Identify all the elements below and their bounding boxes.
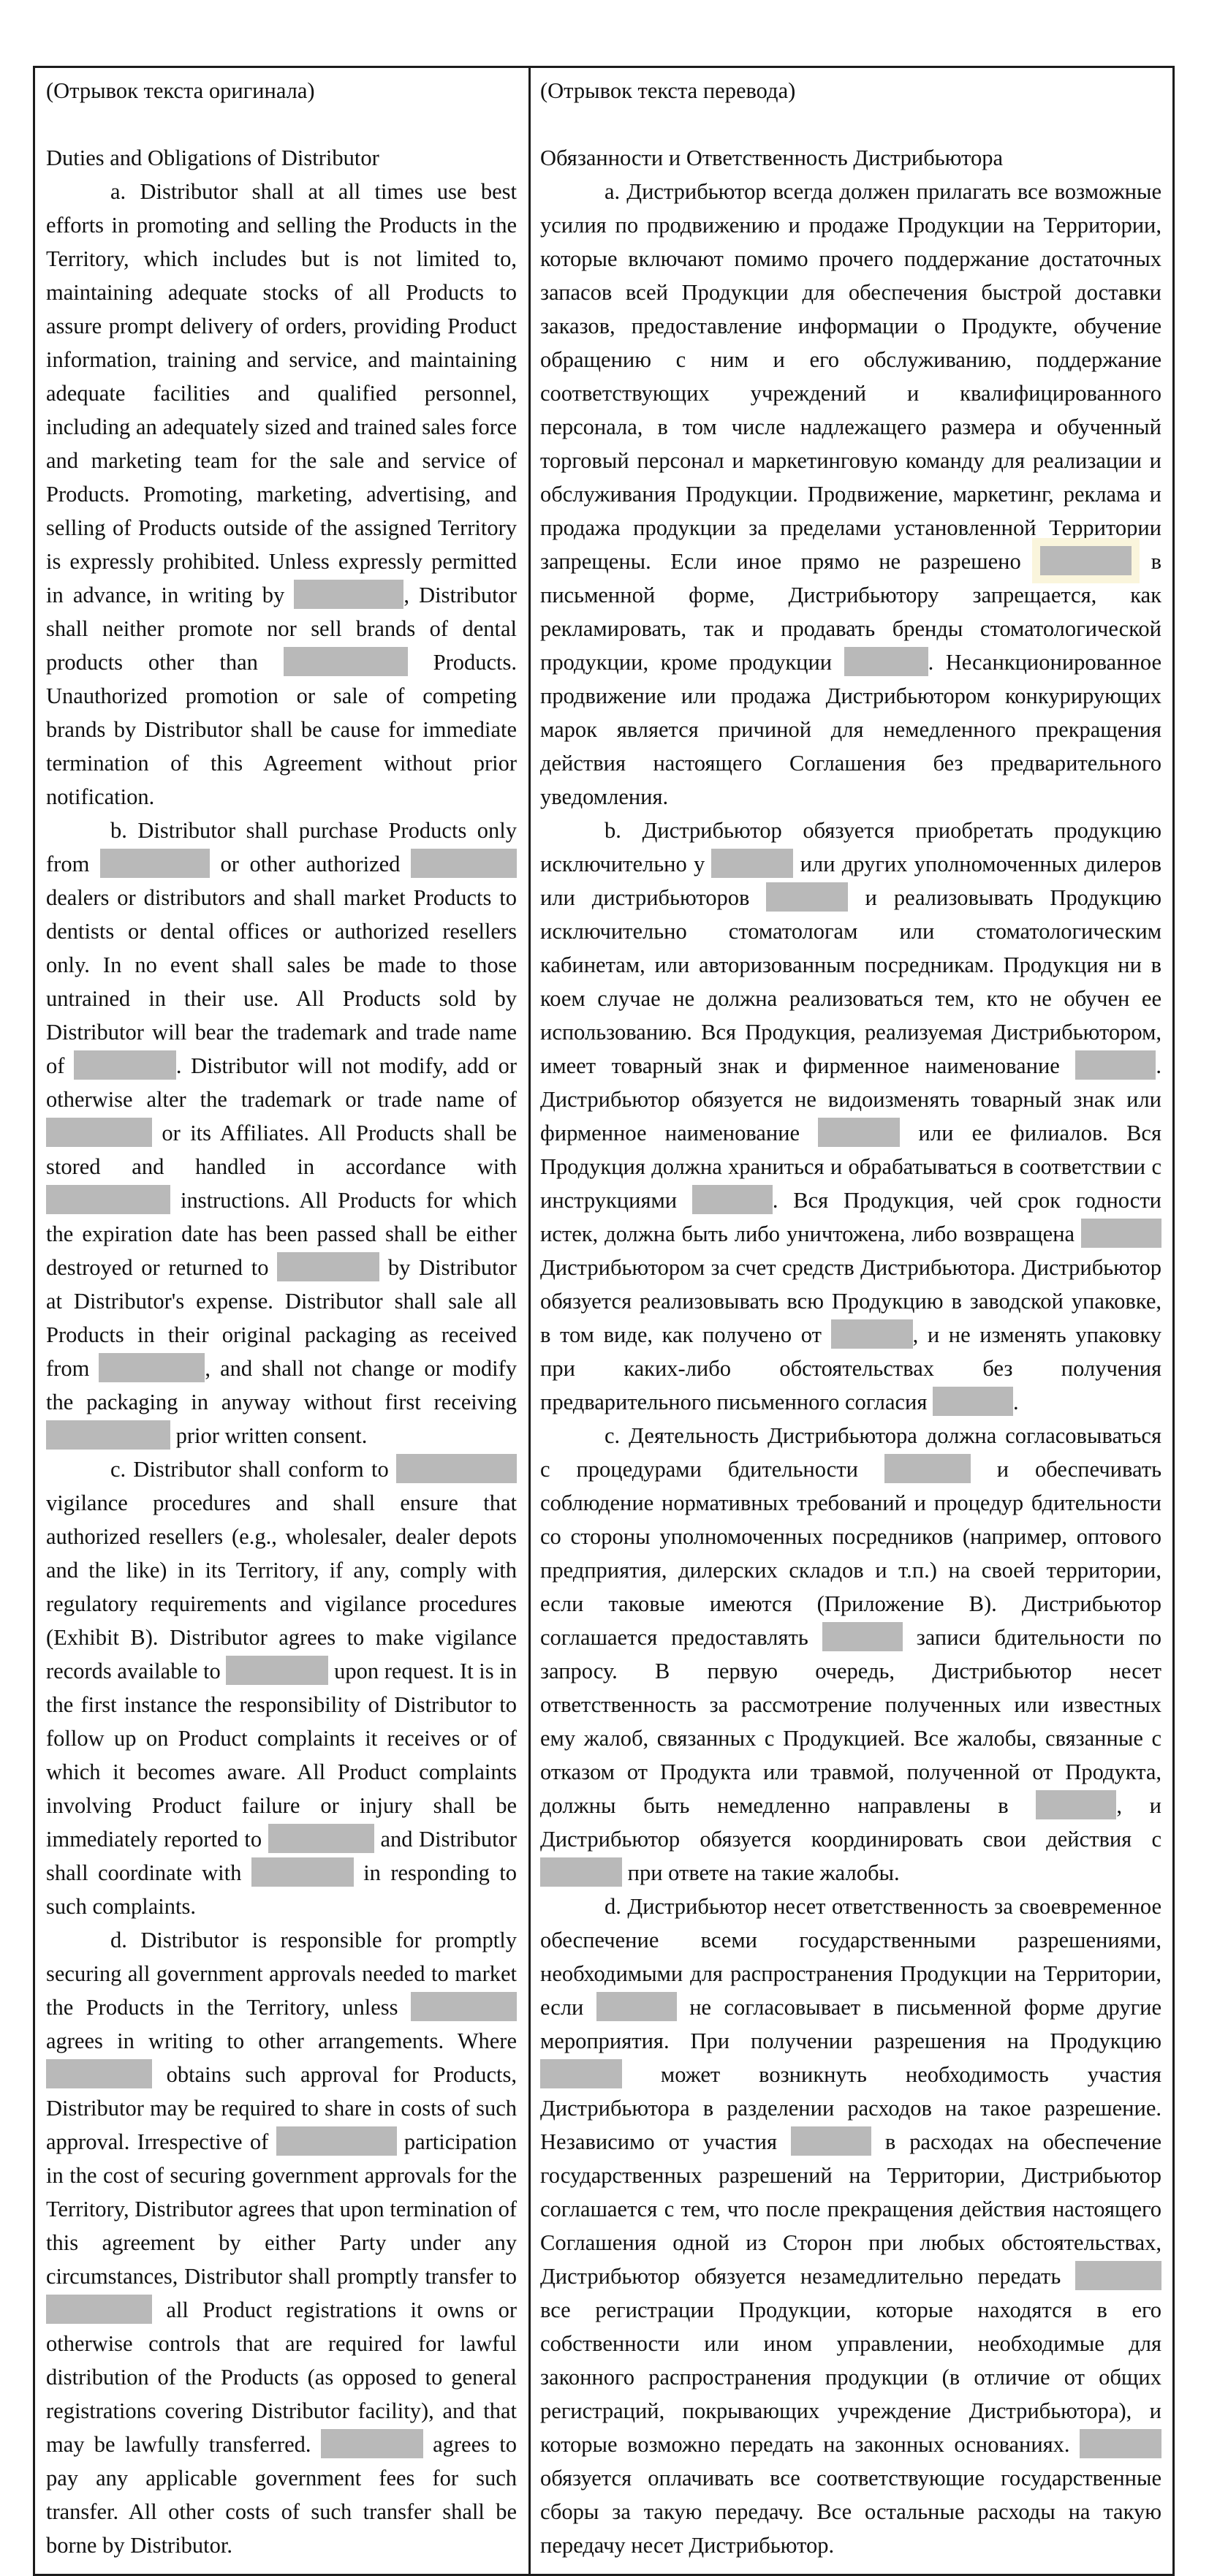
redaction-box (46, 2059, 152, 2088)
paragraph-c-translation: c. Деятельность Дистрибьютора должна согласовываться с процедурами бдительности и обеспечивать соблюдение нормативных требований и процедур бдительности со стороны уполномоченных посредников (например, оптового предприятия, дилерских складов и т.п.) на своей территории, если таковые имеются (Приложение В). Дистрибьютор соглашается предоставлять записи бдительности по запросу. В первую очередь, Дистрибьютор несет ответственность за рассмотрение полученных или известных ему жалоб, связанных с Продукцией. Все жалобы, связанные с отказом от Продукта или травмой, полученной от Продукта, должны быть немедленно направлены в , и Дистрибьютор обязуется координировать свои действия с при ответе на такие жалобы. (540, 1423, 1161, 1885)
redaction-box (1075, 2261, 1161, 2290)
redaction-box (277, 1252, 379, 1281)
redaction-box (411, 1992, 517, 2021)
redaction-box (766, 882, 848, 912)
translation-text-column (531, 68, 1172, 2574)
redaction-box (46, 1420, 170, 1450)
redaction-box (411, 849, 517, 878)
redaction-box (884, 1454, 971, 1483)
redaction-box (1081, 1219, 1161, 1248)
redaction-box (596, 1992, 677, 2021)
redaction-box (692, 1185, 773, 1214)
translation-section-title: Обязанности и Ответственность Дистрибьютора (540, 145, 1004, 170)
redaction-box (844, 647, 928, 676)
paragraph-b-original: b. Distributor shall purchase Products only from or other authorized dealers or distributors and shall market Products to dentists or dental offices or authorized resellers only. In no event shall sales be made to those untrained in their use. All Products sold by Distributor will bear the trademark and trade name of . Distributor will not modify, add or otherwise alter the trademark or trade name of or its Affiliates. All Products shall be stored and handled in accordance with instructions. All Products for which the expiration date has been passed shall be either destroyed or returned to by Distributor at Distributor's expense. Distributor shall sale all Products in their original packaging as received from , and shall not change or modify the packaging in anyway without first receiving prior written consent. (46, 818, 517, 1448)
redaction-box (1075, 1050, 1156, 1080)
paragraph-c-original: c. Distributor shall conform to vigilance procedures and shall ensure that authorized resellers (e.g., wholesaler, dealer depots and the like) in its Territory, if any, comply with regulatory requirements and vigilance procedures (Exhibit B). Distributor agrees to make vigilance records available to upon request. It is in the first instance the responsibility of Distributor to follow up on Product complaints it receives or of which it becomes aware. All Product complaints involving Product failure or injury shall be immediately reported to and Distributor shall coordinate with in responding to such complaints. (46, 1452, 517, 1923)
redaction-box (540, 2059, 622, 2088)
paragraph-d-original: d. Distributor is responsible for promptly securing all government approvals needed to market the Products in the Territory, unless agrees in writing to other arrangements. Where obtains such approval for Products, Distributor may be required to share in costs of such approval. Irrespective of participation in the cost of securing government approvals for the Territory, Distributor agrees that upon termination of this agreement by either Party under any circumstances, Distributor shall promptly transfer to all Product registrations it owns or otherwise controls that are required for lawful distribution of the Products (as opposed to general registrations covering Distributor facility), and that may be lawfully transferred. agrees to pay any applicable government fees for such transfer. All other costs of such transfer shall be borne by Distributor. (46, 1928, 517, 2558)
paragraph-a-translation: a. Дистрибьютор всегда должен прилагать все возможные усилия по продвижению и продаже Продукции на Территории, которые включают помимо прочего поддержание достаточных запасов всей Продукции для обеспечения быстрой доставки заказов, предоставление информации о Продукте, обучение обращению с ним и его обслуживанию, поддержание соответствующих учреждений и квалифицированного персонала, в том числе надлежащего размера и обученный торговый персонал и маркетинговую команду для реализации и обслуживания Продукции. Продвижение, маркетинг, реклама и продажа продукции за пределами установленной Территории запрещены. Если иное прямо не разрешено в письменной форме, Дистрибьютору запрещается, как рекламировать, так и продавать бренды стоматологической продукции, кроме продукции . Несанкционированное продвижение или продажа Дистрибьютором конкурирующих марок является причиной для немедленного прекращения действия настоящего Соглашения без предварительного уведомления. (540, 179, 1161, 809)
redaction-box (711, 849, 793, 878)
redaction-box (251, 1857, 354, 1887)
redaction-box (46, 1118, 152, 1147)
redaction-box (100, 849, 210, 878)
redaction-box (540, 1857, 622, 1887)
redaction-box (294, 580, 403, 609)
original-section-title: Duties and Obligations of Distributor (46, 145, 379, 170)
redaction-box (1080, 2429, 1161, 2458)
redaction-box (791, 2126, 871, 2156)
original-column-header: (Отрывок текста оригинала) (46, 78, 315, 103)
redaction-box (822, 1622, 903, 1651)
redaction-box (46, 2295, 152, 2324)
redaction-box (321, 2429, 423, 2458)
translation-column-header: (Отрывок текста перевода) (540, 78, 796, 103)
redaction-box (46, 1185, 170, 1214)
redaction-box (818, 1118, 900, 1147)
redaction-box (831, 1319, 913, 1349)
paragraph-a-original: a. Distributor shall at all times use best efforts in promoting and selling the Products in the Territory, which includes but is not limited to, maintaining adequate stocks of all Products to assure prompt delivery of orders, providing Product information, training and service, and maintaining adequate facilities and qualified personnel, including an adequately sized and trained sales force and marketing team for the sale and service of Products. Promoting, marketing, advertising, and selling of Products outside of the assigned Territory is expressly prohibited. Unless expressly permitted in advance, in writing by , Distributor shall neither promote nor sell brands of dental products other than Products. Unauthorized promotion or sale of competing brands by Distributor shall be cause for immediate termination of this Agreement without prior notification. (46, 179, 518, 809)
translation-comparison-table (33, 66, 1175, 2576)
redaction-box (276, 2126, 397, 2156)
paragraph-b-translation: b. Дистрибьютор обязуется приобретать продукцию исключительно у или других уполномоченных дилеров или дистрибьюторов и реализовывать Продукцию исключительно стоматологам или стоматологическим кабинетам, или авторизованным посредникам. Продукция ни в коем случае не должна реализоваться тем, кто не обучен ее использованию. Вся Продукция, реализуемая Дистрибьютором, имеет товарный знак и фирменное наименование . Дистрибьютор обязуется не видоизменять товарный знак или фирменное наименование или ее филиалов. Вся Продукция должна храниться и обрабатываться в соответствии с инструкциями . Вся Продукция, чей срок годности истек, должна быть либо уничтожена, либо возвращена Дистрибьютором за счет средств Дистрибьютора. Дистрибьютор обязуется реализовывать всю Продукцию в заводской упаковке, в том виде, как получено от , и не изменять упаковку при каких-либо обстоятельствах без получения предварительного письменного согласия . (540, 818, 1162, 1414)
redaction-box (1040, 546, 1132, 575)
redaction-box (226, 1656, 328, 1685)
original-text-column (35, 68, 531, 2574)
paragraph-d-translation: d. Дистрибьютор несет ответственность за своевременное обеспечение всеми государственными разрешениями, необходимыми для распространения Продукции на Территории, если не согласовывает в письменной форме другие мероприятия. При получении разрешения на Продукцию может возникнуть необходимость участия Дистрибьютора в разделении расходов на такое разрешение. Независимо от участия в расходах на обеспечение государственных разрешений на Территории, Дистрибьютор соглашается с тем, что после прекращения действия настоящего Соглашения одной из Сторон при любых обстоятельствах, Дистрибьютор обязуется незамедлительно передать все регистрации Продукции, которые находятся в его собственности или ином управлении, необходимые для законного распространения продукции (в отличие от общих регистраций, покрывающих учреждение Дистрибьютора), и которые возможно передать на законных основаниях. обязуется оплачивать все соответствующие государственные сборы за такую передачу. Все остальные расходы на такую передачу несет Дистрибьютор. (540, 1894, 1161, 2558)
redaction-box (284, 647, 408, 676)
redaction-box (74, 1050, 176, 1080)
redaction-box (268, 1824, 374, 1853)
redaction-box (99, 1353, 205, 1382)
redaction-box (396, 1454, 517, 1483)
redaction-box (933, 1387, 1013, 1416)
redaction-box (1036, 1790, 1116, 1819)
